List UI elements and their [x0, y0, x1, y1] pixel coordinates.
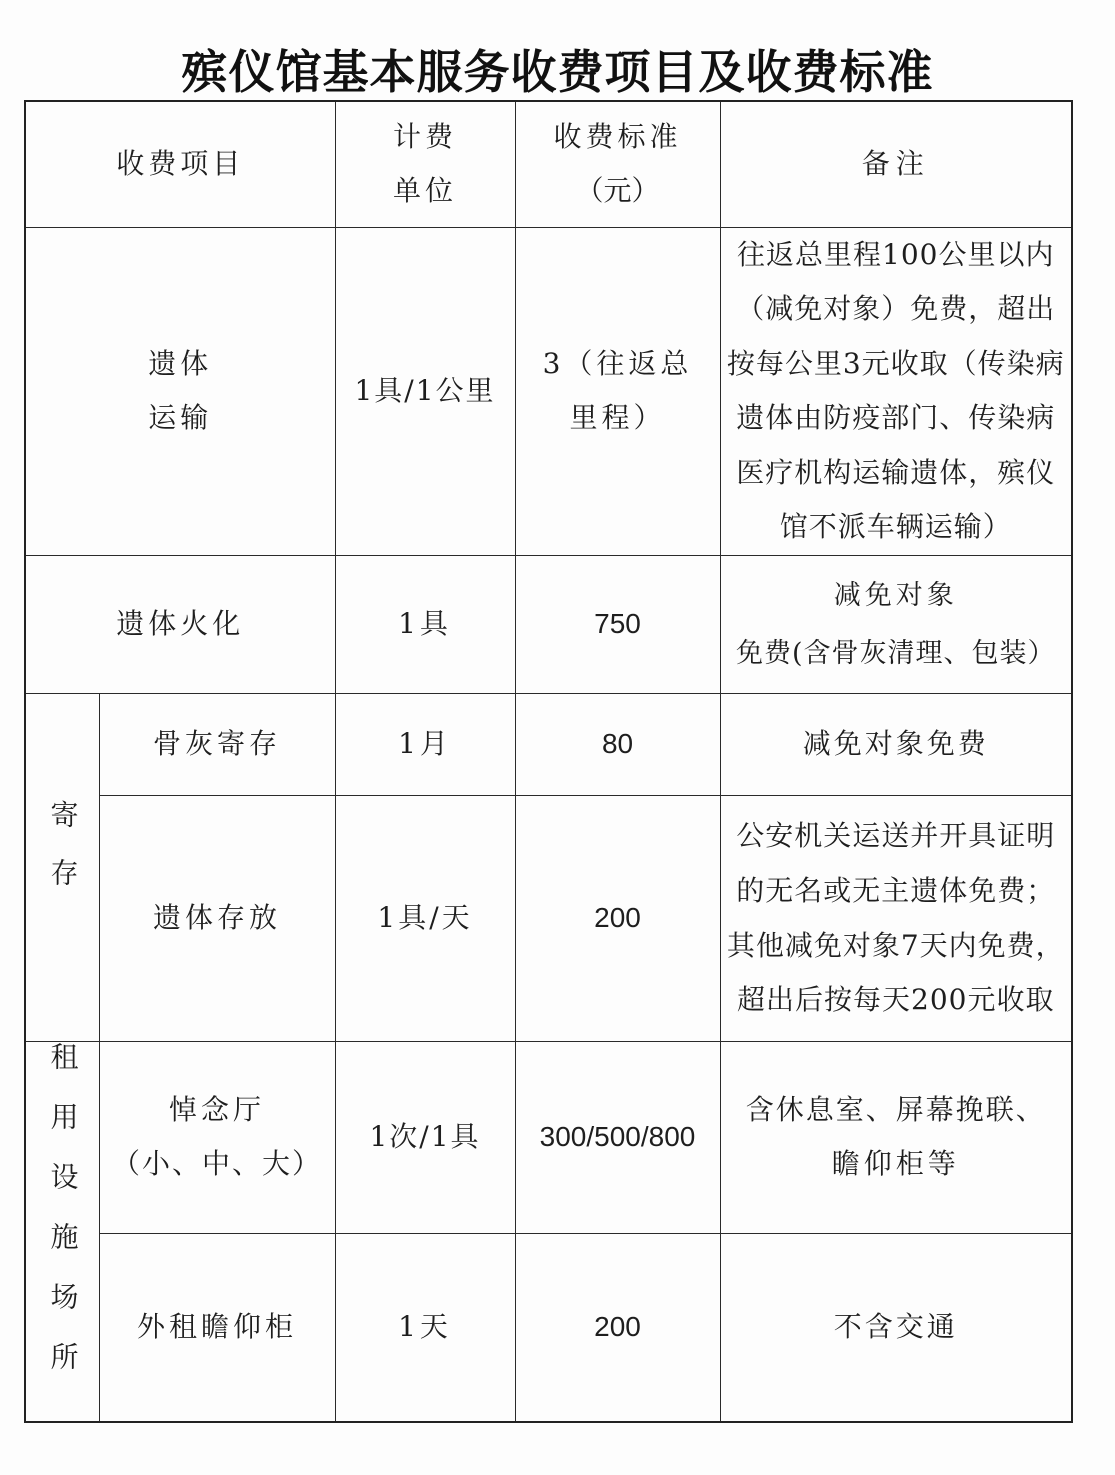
header-item: 收费项目	[25, 101, 335, 227]
hall-item	[99, 1042, 335, 1234]
body-storage-note: 公安机关运送并开具证明的无名或无主遗体免费；其他减免对象7天内免费，超出后按每天200元收取	[720, 796, 1072, 1042]
transport-item-line2: 运输	[148, 401, 213, 435]
transport-item	[25, 227, 335, 556]
header-note: 备注	[720, 101, 1072, 227]
header-unit-line1: 计费	[393, 119, 458, 153]
page-title: 殡仪馆基本服务收费项目及收费标准	[181, 45, 934, 99]
header-unit	[335, 101, 515, 227]
header-price-line2: （元）	[575, 174, 660, 208]
table-row	[25, 1042, 1072, 1234]
transport-price-line1: 3（往返总	[542, 346, 693, 380]
table-row	[25, 227, 1072, 556]
fee-table	[24, 100, 1073, 1423]
storage-group-label	[25, 694, 99, 1042]
header-price-line1: 收费标准	[553, 119, 682, 153]
transport-price-line2: 里程）	[569, 401, 666, 435]
hall-note	[720, 1042, 1072, 1234]
hall-note-line1: 含休息室、屏幕挽联、	[745, 1092, 1046, 1126]
transport-price	[515, 227, 720, 556]
facilities-group-label	[25, 1042, 99, 1422]
ashes-item: 骨灰寄存	[99, 694, 335, 796]
hall-item-line2: （小、中、大）	[112, 1147, 323, 1181]
body-storage-price: 200	[515, 796, 720, 1042]
hall-note-line2: 瞻仰柜等	[831, 1147, 960, 1181]
cabinet-note: 不含交通	[720, 1233, 1072, 1422]
ashes-note: 减免对象免费	[720, 694, 1072, 796]
cremation-note-line1: 减免对象	[833, 579, 958, 611]
transport-item-line1: 遗体	[148, 346, 213, 380]
cabinet-unit: 1天	[335, 1233, 515, 1422]
hall-price: 300/500/800	[515, 1042, 720, 1234]
cremation-note-line2: 免费(含骨灰清理、包装）	[735, 637, 1056, 669]
table-row	[25, 694, 1072, 796]
header-price	[515, 101, 720, 227]
ashes-price: 80	[515, 694, 720, 796]
table-row	[25, 796, 1072, 1042]
table-header-row	[25, 101, 1072, 227]
table-row	[25, 1233, 1072, 1422]
facilities-group-text: 租用设施场所	[46, 1042, 80, 1403]
body-storage-item: 遗体存放	[99, 796, 335, 1042]
hall-unit: 1次/1具	[335, 1042, 515, 1234]
body-storage-unit: 1具/天	[335, 796, 515, 1042]
transport-unit: 1具/1公里	[335, 227, 515, 556]
ashes-unit: 1月	[335, 694, 515, 796]
cremation-item: 遗体火化	[25, 556, 335, 694]
header-unit-line2: 单位	[393, 174, 458, 208]
cremation-unit: 1具	[335, 556, 515, 694]
cabinet-price: 200	[515, 1233, 720, 1422]
cabinet-item: 外租瞻仰柜	[99, 1233, 335, 1422]
storage-group-text: 寄存	[46, 800, 80, 917]
table-row	[25, 556, 1072, 694]
hall-item-line1: 悼念厅	[169, 1092, 266, 1126]
cremation-note	[720, 556, 1072, 694]
transport-note: 往返总里程100公里以内（减免对象）免费，超出按每公里3元收取（传染病遗体由防疫部门、传染病医疗机构运输遗体，殡仪馆不派车辆运输）	[720, 227, 1072, 556]
cremation-price: 750	[515, 556, 720, 694]
